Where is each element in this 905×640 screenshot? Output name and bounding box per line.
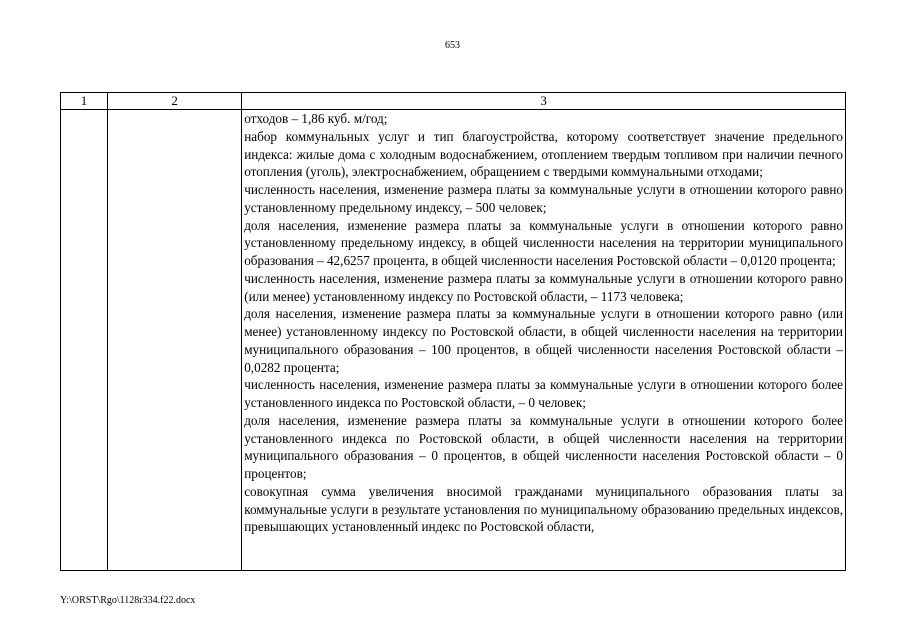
- table-header-row: [61, 93, 846, 110]
- cell-col-2: [108, 110, 242, 571]
- column-header-2: 2: [108, 93, 242, 110]
- paragraph: доля населения, изменение размера платы за коммунальные услуги в отношении которого равно установленному предельному индексу, в общей численности населения на территории муниципального образования – 42,6257 процента, в общей численности населения Ростовской области – 0,0120 процента;: [244, 217, 843, 268]
- column-header-1: 1: [61, 93, 108, 110]
- paragraph: совокупная сумма увеличения вносимой гражданами муниципального образования платы за коммунальные услуги в результате установления по муниципальному образованию предельных индексов, превышающих установленный индекс по Ростовской области,: [244, 483, 843, 535]
- table-row: [61, 110, 846, 571]
- document-table: [60, 92, 846, 571]
- paragraph: доля населения, изменение размера платы за коммунальные услуги в отношении которого более установленного индекса по Ростовской области, в общей численности населения на территории муниципального образования – 0 процентов, в общей численности населения Ростовской области – 0 процентов;: [244, 412, 843, 481]
- column-header-3: 3: [242, 93, 846, 110]
- paragraph: численность населения, изменение размера платы за коммунальные услуги в отношении которого равно установленному предельному индексу, – 500 человек;: [244, 182, 843, 215]
- paragraph: численность населения, изменение размера платы за коммунальные услуги в отношении которого более установленного индекса по Ростовской области, – 0 человек;: [244, 377, 843, 410]
- paragraph: численность населения, изменение размера платы за коммунальные услуги в отношении которого равно (или менее) установленному индексу по Ростовской области, – 1173 человека;: [244, 270, 843, 304]
- paragraph: отходов – 1,86 куб. м/год;: [244, 111, 388, 126]
- footer-file-path: Y:\ORST\Rgo\1128r334.f22.docx: [60, 595, 196, 606]
- page-number: 653: [445, 40, 460, 51]
- paragraph: набор коммунальных услуг и тип благоустройства, которому соответствует значение предельного индекса: жилые дома с холодным водоснабжением, отоплением твердым топливом при наличии печного отопления (уголь), электроснабжением, обращением с твердыми коммунальными отходами;: [244, 128, 843, 180]
- paragraph: доля населения, изменение размера платы за коммунальные услуги в отношении которого равно (или менее) установленному индексу по Ростовской области, в общей численности населения на территории муниципального образования – 100 процентов, в общей численности населения Ростовской области – 0,0282 процента;: [244, 306, 843, 375]
- cell-col-3: [242, 110, 846, 571]
- cell-col-1: [61, 110, 108, 571]
